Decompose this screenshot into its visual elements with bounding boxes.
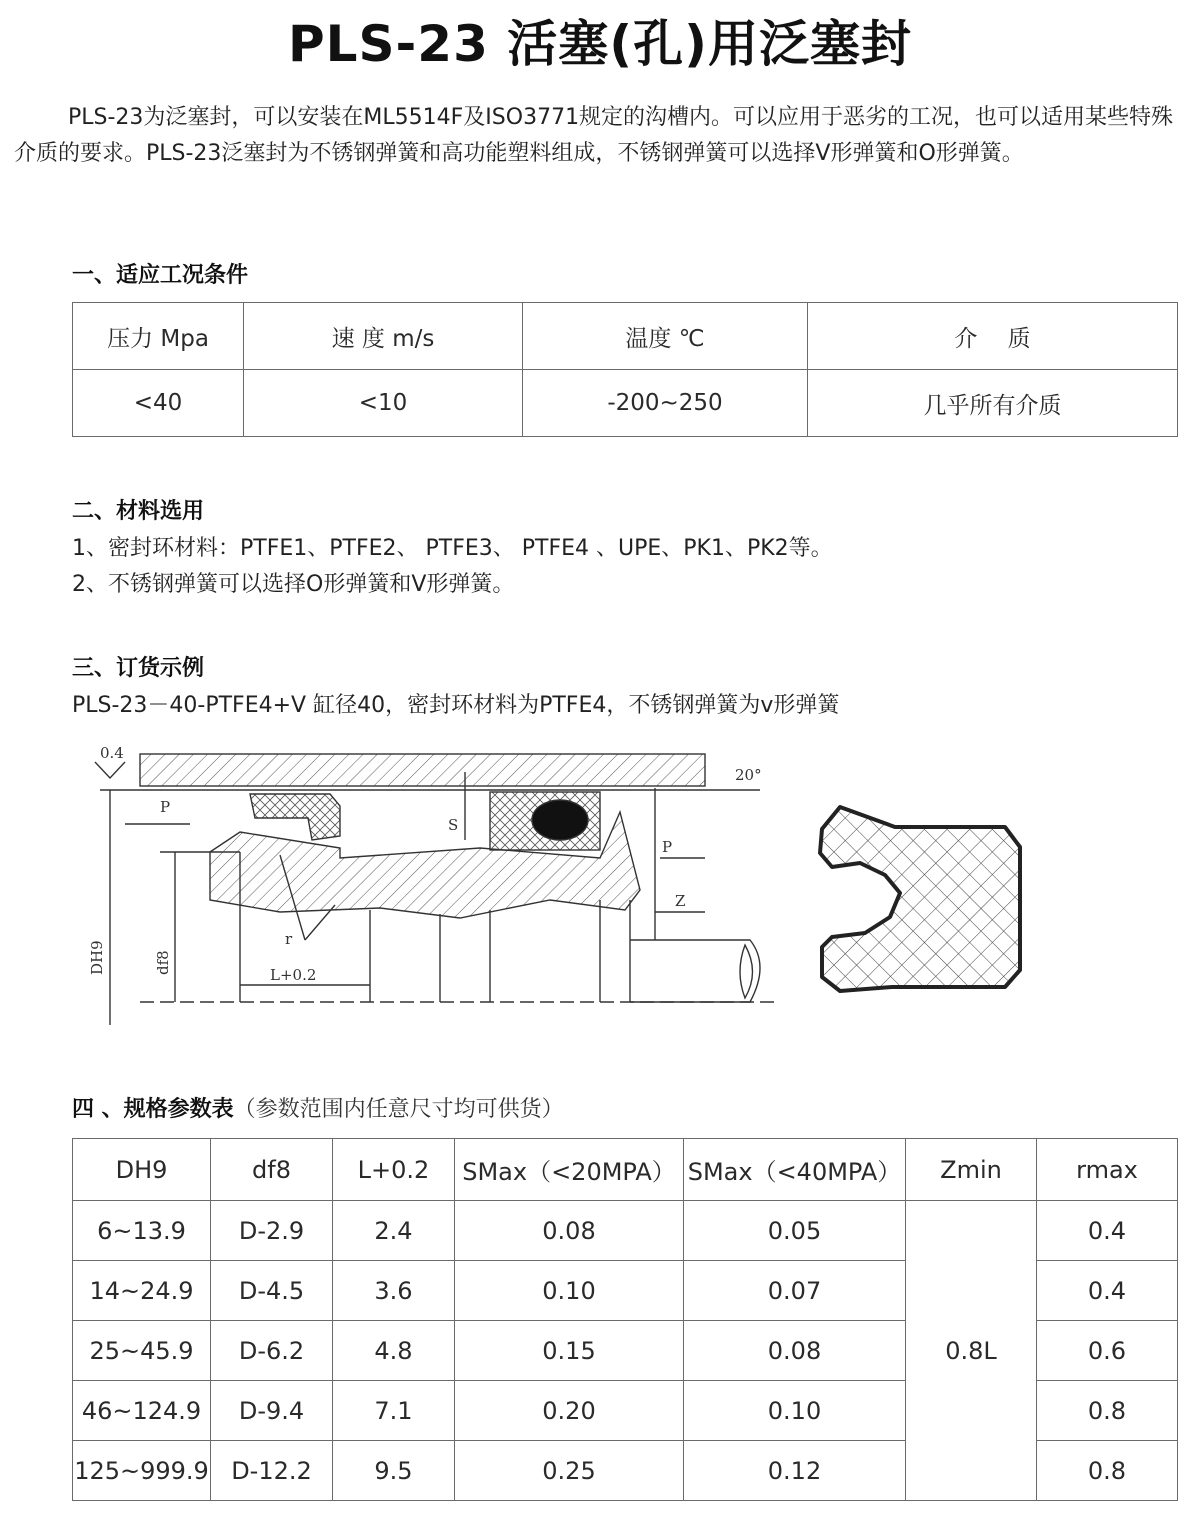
cell-smax20: 0.15 <box>455 1321 684 1381</box>
spec-table <box>72 1138 1178 1501</box>
header-pressure: 压力 Mpa <box>73 303 244 370</box>
header-speed: 速 度 m/s <box>244 303 523 370</box>
cell-dh9: 125~999.9 <box>73 1441 211 1501</box>
seal-part <box>250 794 340 840</box>
o-ring-part <box>532 800 588 840</box>
conditions-heading: 一、适应工况条件 <box>72 263 249 288</box>
tolerance-label: 0.4 <box>100 744 124 762</box>
cell-smax40: 0.07 <box>684 1261 906 1321</box>
installation-drawing <box>80 740 780 1030</box>
cell-dh9: 25~45.9 <box>73 1321 211 1381</box>
value-medium: 几乎所有介质 <box>808 370 1178 437</box>
cell-l: 4.8 <box>333 1321 455 1381</box>
cell-l: 2.4 <box>333 1201 455 1261</box>
value-temperature: -200~250 <box>523 370 808 437</box>
cell-zmin-merged: 0.8L <box>906 1201 1037 1501</box>
angle-label: 20° <box>735 766 762 784</box>
spec-header-smax40: SMax（<40MPA） <box>684 1139 906 1201</box>
header-medium: 介 质 <box>808 303 1178 370</box>
spec-header-smax20: SMax（<20MPA） <box>455 1139 684 1201</box>
spec-header-zmin: Zmin <box>906 1139 1037 1201</box>
table-row <box>73 1201 1178 1261</box>
cell-smax20: 0.10 <box>455 1261 684 1321</box>
value-speed: <10 <box>244 370 523 437</box>
cell-df8: D-2.9 <box>211 1201 333 1261</box>
spec-heading <box>72 1092 564 1123</box>
cell-dh9: 6~13.9 <box>73 1201 211 1261</box>
length-label: L+0.2 <box>270 966 317 984</box>
cell-smax40: 0.05 <box>684 1201 906 1261</box>
dh9-label: DH9 <box>88 940 106 975</box>
s-label: S <box>448 816 459 834</box>
df8-label: df8 <box>154 950 172 975</box>
z-label: Z <box>675 892 686 910</box>
cell-smax20: 0.25 <box>455 1441 684 1501</box>
header-temperature: 温度 ℃ <box>523 303 808 370</box>
housing-part <box>140 754 705 786</box>
conditions-header-row <box>73 303 1178 370</box>
cell-smax20: 0.20 <box>455 1381 684 1441</box>
spec-heading-title: 四 、规格参数表 <box>72 1097 234 1122</box>
order-heading: 三、订货示例 <box>72 656 205 681</box>
cell-l: 7.1 <box>333 1381 455 1441</box>
seal-profile-shape <box>820 807 1020 991</box>
materials-line-2: 2、不锈钢弹簧可以选择O形弹簧和V形弹簧。 <box>72 572 515 597</box>
r-label: r <box>285 930 293 948</box>
conditions-table <box>72 302 1178 437</box>
cell-rmax: 0.6 <box>1037 1321 1178 1381</box>
cell-df8: D-12.2 <box>211 1441 333 1501</box>
materials-heading: 二、材料选用 <box>72 499 205 524</box>
spec-header-dh9: DH9 <box>73 1139 211 1201</box>
pressure-left-label: P <box>160 798 171 816</box>
cell-l: 3.6 <box>333 1261 455 1321</box>
spec-header-df8: df8 <box>211 1139 333 1201</box>
cell-smax40: 0.08 <box>684 1321 906 1381</box>
cell-rmax: 0.4 <box>1037 1261 1178 1321</box>
cell-dh9: 46~124.9 <box>73 1381 211 1441</box>
seal-profile-drawing <box>800 795 1030 1000</box>
cell-smax40: 0.12 <box>684 1441 906 1501</box>
cell-df8: D-4.5 <box>211 1261 333 1321</box>
cell-rmax: 0.8 <box>1037 1441 1178 1501</box>
spec-header-rmax: rmax <box>1037 1139 1178 1201</box>
cell-dh9: 14~24.9 <box>73 1261 211 1321</box>
cell-smax20: 0.08 <box>455 1201 684 1261</box>
intro-paragraph: PLS-23为泛塞封，可以安装在ML5514F及ISO3771规定的沟槽内。可以应用于恶劣的工况，也可以适用某些特殊介质的要求。PLS-23泛塞封为不锈钢弹簧和高功能塑料组成，不锈钢弹簧可以选择V形弹簧和O形弹簧。 <box>14 105 1174 166</box>
cell-df8: D-6.2 <box>211 1321 333 1381</box>
conditions-value-row <box>73 370 1178 437</box>
cell-smax40: 0.10 <box>684 1381 906 1441</box>
cell-rmax: 0.8 <box>1037 1381 1178 1441</box>
spec-header-row <box>73 1139 1178 1201</box>
cell-l: 9.5 <box>333 1441 455 1501</box>
cell-df8: D-9.4 <box>211 1381 333 1441</box>
cell-rmax: 0.4 <box>1037 1201 1178 1261</box>
spec-heading-note: （参数范围内任意尺寸均可供货） <box>233 1097 564 1122</box>
page-title: PLS-23 活塞(孔)用泛塞封 <box>288 15 912 73</box>
value-pressure: <40 <box>73 370 244 437</box>
order-example: PLS-23－40-PTFE4+V 缸径40，密封环材料为PTFE4，不锈钢弹簧为v形弹簧 <box>72 693 840 718</box>
spec-header-l: L+0.2 <box>333 1139 455 1201</box>
materials-line-1: 1、密封环材料：PTFE1、PTFE2、 PTFE3、 PTFE4 、UPE、PK1、PK2等。 <box>72 536 833 561</box>
pressure-right-label: P <box>662 838 673 856</box>
